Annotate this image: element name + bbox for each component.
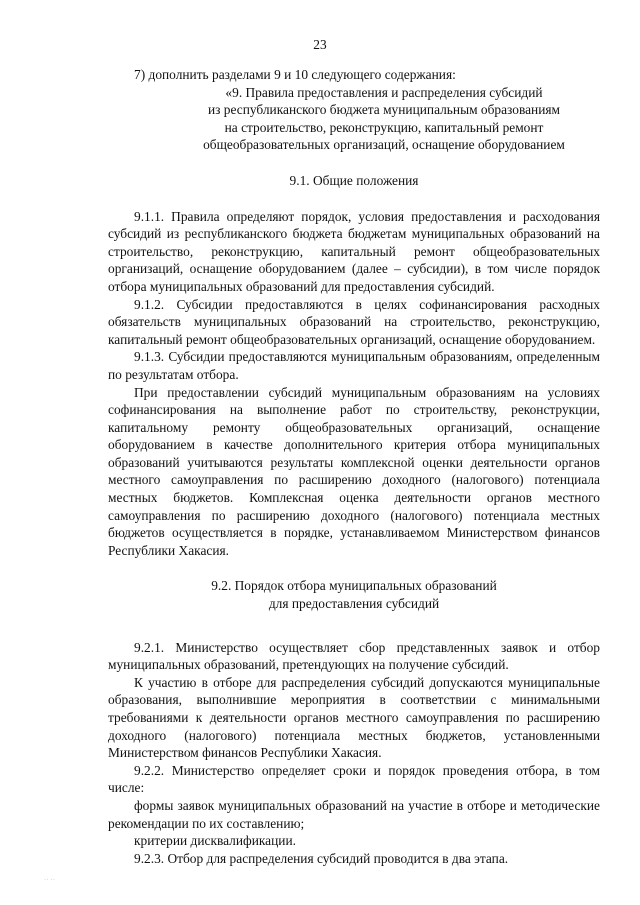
page-number: 23 (313, 37, 327, 52)
paragraph-9-1-3-additional: При предоставлении субсидий муниципальным образованиям на условиях софинансирования на выполнение работ по строительству, реконструкции, капитальному ремонту общеобразовательных организаций, оснащение оборудованием в качестве дополнительного критерия отбора муниципальных образований учитываются результаты комплексной оценки деятельности органов местного самоуправления по расширению доходного (налогового) потенциала местных бюджетов. Комплексная оценка деятельности органов местного самоуправления по расширению доходного (налогового) потенциала местных бюджетов осуществляется в порядке, устанавливаемом Министерством финансов Республики Хакасия. (108, 384, 600, 558)
section-9-2-heading-line: 9.2. Порядок отбора муниципальных образований (211, 578, 497, 594)
rules-title-line: общеобразовательных организаций, оснащение оборудованием (203, 137, 565, 153)
rules-title-line: из республиканского бюджета муниципальным образованиям (207, 102, 561, 118)
paragraph-9-1-3: 9.1.3. Субсидии предоставляются муниципальным образованиям, определенным по результатам отбора. (108, 349, 600, 382)
rules-title-line: «9. Правила предоставления и распределения субсидий (225, 84, 543, 100)
paragraph-9-2-2: 9.2.2. Министерство определяет сроки и порядок проведения отбора, в том числе: (108, 762, 600, 796)
section-9-1-heading: 9.1. Общие положения (289, 172, 419, 188)
paragraph-9-2-3: 9.2.3. Отбор для распределения субсидий проводится в два этапа. (134, 850, 509, 866)
paragraph-9-2-2-forms: формы заявок муниципальных образований на участие в отборе и методические рекомендации по их составлению; (108, 797, 600, 831)
section-9-2-heading-line: для предоставления субсидий (268, 596, 440, 612)
rules-title (168, 84, 600, 154)
paragraph-9-2-2-criteria: критерии дисквалификации. (134, 833, 296, 849)
paragraph-9-2-1: 9.2.1. Министерство осуществляет сбор представленных заявок и отбор муниципальных образований, претендующих на получение субсидий. (108, 639, 600, 673)
paragraph-9-1-1: 9.1.1. Правила определяют порядок, условия предоставления и расходования субсидий из республиканского бюджета бюджетам муниципальных образований на строительство, реконструкцию, капитальный ремонт общеобразовательных организаций, оснащение оборудованием (далее – субсидии), в том числе порядок отбора муниципальных образований для предоставления субсидий. (108, 208, 600, 294)
scan-artifact-mark: ·· ·· (44, 876, 56, 884)
section-9-2-heading (108, 577, 600, 612)
paragraph-9-2-1-admission: К участию в отборе для распределения субсидий допускаются муниципальные образования, выполнившие мероприятия в соответствии с минимальными требованиями к деятельности органов местного самоуправления по расширению доходного (налогового) потенциала местных бюджетов, установленными Министерством финансов Республики Хакасия. (108, 674, 600, 761)
rules-title-line: на строительство, реконструкцию, капитальный ремонт (224, 119, 544, 135)
paragraph-9-1-2: 9.1.2. Субсидии предоставляются в целях софинансирования расходных обязательств муниципальных образований на строительство, реконструкцию, капитальный ремонт общеобразовательных организаций, оснащение оборудованием. (108, 296, 600, 347)
amendment-intro: 7) дополнить разделами 9 и 10 следующего содержания: (134, 67, 456, 82)
document-body (108, 66, 600, 867)
